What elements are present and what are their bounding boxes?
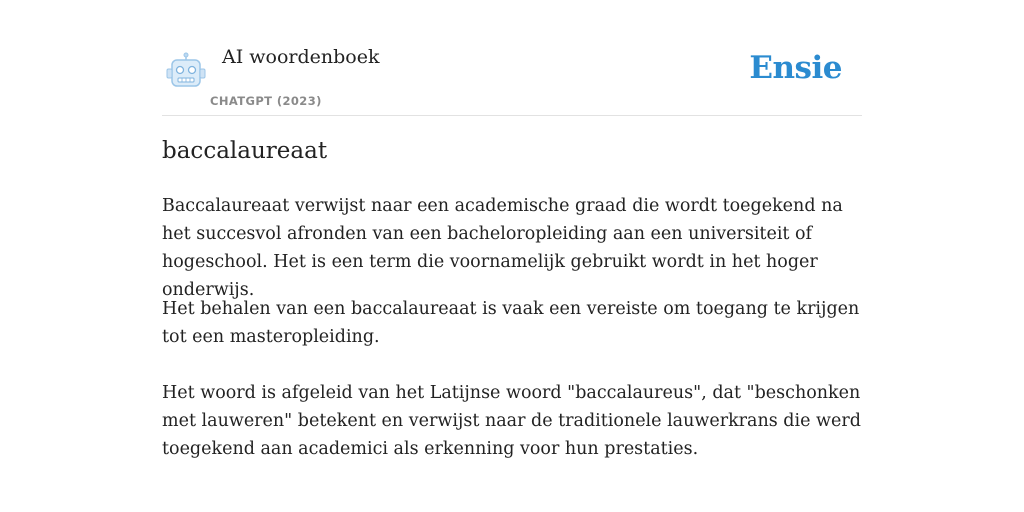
definition-paragraph-2: Het behalen van een baccalaureaat is vaak een vereiste om toegang te krijgen tot een masteropleiding. (162, 299, 860, 347)
ensie-logo[interactable]: Ensie (749, 50, 842, 86)
entry-term: baccalaureaat (162, 138, 328, 164)
source-meta: CHATGPT (2023) (210, 94, 322, 108)
definition-paragraph-3: Het woord is afgeleid van het Latijnse woord "baccalaureus", dat "beschonken met lauweren" betekent en verwijst naar de traditionele lauwerkrans die werd toegekend aan academici als erkenning voor hun prestaties. (162, 383, 861, 459)
source-header (162, 40, 862, 116)
source-name[interactable]: AI woordenboek (222, 46, 380, 68)
definition-paragraph-1: Baccalaureaat verwijst naar een academische graad die wordt toegekend na het succesvol afronden van een bacheloropleiding aan een universiteit of hogeschool. Het is een term die voornamelijk gebruikt wordt in het hoger onderwijs. (162, 196, 843, 300)
robot-icon (166, 52, 206, 92)
